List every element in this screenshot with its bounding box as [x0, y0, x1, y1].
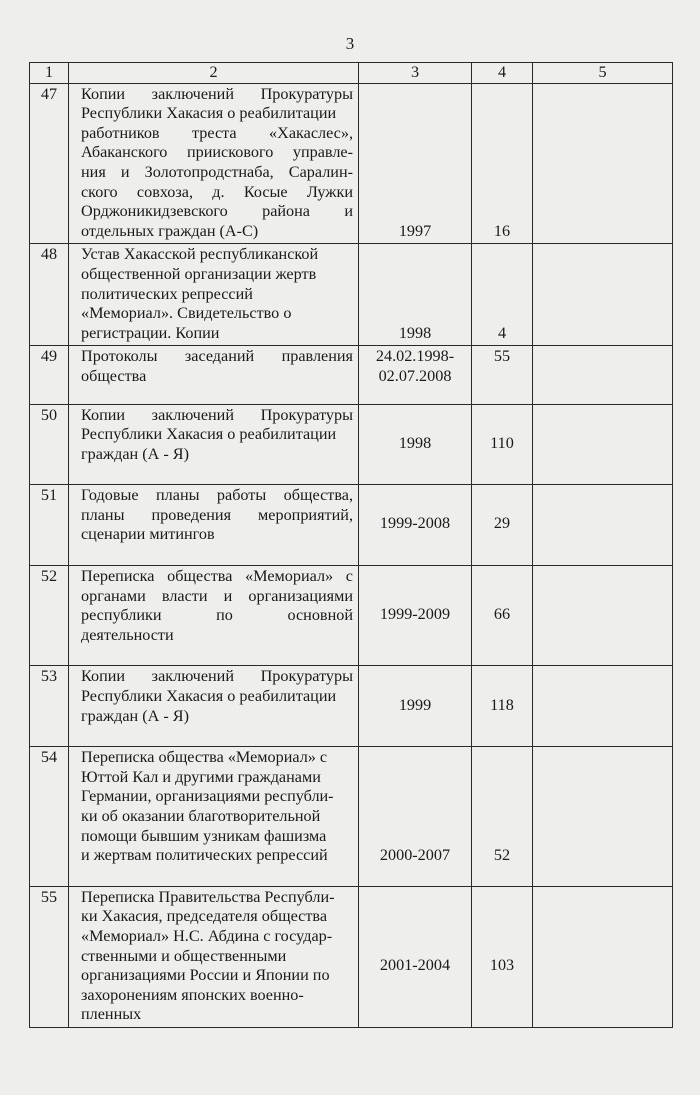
row-title: Копии заключений Прокуратуры Республики Хакасия о реабилитации граждан (А - Я): [69, 666, 359, 747]
row-sheets: 52: [472, 747, 533, 887]
table-row: [30, 666, 673, 747]
row-note: [533, 666, 673, 747]
row-number: 52: [30, 566, 69, 666]
row-title: Переписка общества «Мемориал» с органами власти и организациями республики по основной деятельности: [69, 566, 359, 666]
row-note: [533, 886, 673, 1027]
row-note: [533, 244, 673, 346]
row-dates: 1997: [359, 83, 472, 244]
table-row: [30, 485, 673, 566]
row-dates: 2000-2007: [359, 747, 472, 887]
row-title: Копии заключений Прокуратуры Республики Хакасия о реабилитации работников треста «Хакаслес», Абаканского приискового управле- ния и Золотопродстнаба, Саралин- ского совхоза, д. Косые Лужки Орджоникидзевского района и отдельных граждан (А-С): [69, 83, 359, 244]
inventory-table: [29, 62, 673, 1028]
row-sheets: 118: [472, 666, 533, 747]
row-number: 49: [30, 346, 69, 404]
row-title: Копии заключений Прокуратуры Республики Хакасия о реабилитации граждан (А - Я): [69, 404, 359, 485]
row-sheets: 103: [472, 886, 533, 1027]
row-note: [533, 747, 673, 887]
row-dates: 24.02.1998- 02.07.2008: [359, 346, 472, 404]
row-dates: 1999-2008: [359, 485, 472, 566]
row-dates: 1998: [359, 244, 472, 346]
table-row: [30, 404, 673, 485]
row-dates: 1999: [359, 666, 472, 747]
column-header-4: 4: [472, 63, 533, 84]
row-number: 51: [30, 485, 69, 566]
row-number: 53: [30, 666, 69, 747]
row-sheets: 4: [472, 244, 533, 346]
row-number: 47: [30, 83, 69, 244]
row-number: 54: [30, 747, 69, 887]
column-header-5: 5: [533, 63, 673, 84]
page-number: 3: [345, 34, 355, 53]
row-note: [533, 485, 673, 566]
row-number: 55: [30, 886, 69, 1027]
row-sheets: 110: [472, 404, 533, 485]
table-row: [30, 747, 673, 887]
table-row: [30, 346, 673, 404]
table-row: [30, 83, 673, 244]
row-title: Протоколы заседаний правления общества: [69, 346, 359, 404]
row-dates: 1999-2009: [359, 566, 472, 666]
row-sheets: 55: [472, 346, 533, 404]
header-row: [30, 63, 673, 84]
table-row: [30, 886, 673, 1027]
row-sheets: 29: [472, 485, 533, 566]
table-row: [30, 244, 673, 346]
row-sheets: 16: [472, 83, 533, 244]
column-header-2: 2: [69, 63, 359, 84]
row-note: [533, 566, 673, 666]
column-header-1: 1: [30, 63, 69, 84]
row-note: [533, 83, 673, 244]
column-header-3: 3: [359, 63, 472, 84]
row-title: Переписка Правительства Республи- ки Хакасия, председателя общества «Мемориал» Н.С. Абдина с государ- ственными и общественными организациями России и Японии по захоронениям японских военно- пленных: [69, 886, 359, 1027]
row-number: 48: [30, 244, 69, 346]
row-dates: 2001-2004: [359, 886, 472, 1027]
row-dates: 1998: [359, 404, 472, 485]
row-note: [533, 404, 673, 485]
row-sheets: 66: [472, 566, 533, 666]
row-number: 50: [30, 404, 69, 485]
row-title: Устав Хакасской республиканской общественной организации жертв политических репрессий «Мемориал». Свидетельство о регистрации. Копии: [69, 244, 359, 346]
row-title: Переписка общества «Мемориал» с Юттой Кал и другими гражданами Германии, организациями республи- ки об оказании благотворительной помощи бывшим узникам фашизма и жертвам политических репрессий: [69, 747, 359, 887]
row-note: [533, 346, 673, 404]
table-row: [30, 566, 673, 666]
row-title: Годовые планы работы общества, планы проведения мероприятий, сценарии митингов: [69, 485, 359, 566]
